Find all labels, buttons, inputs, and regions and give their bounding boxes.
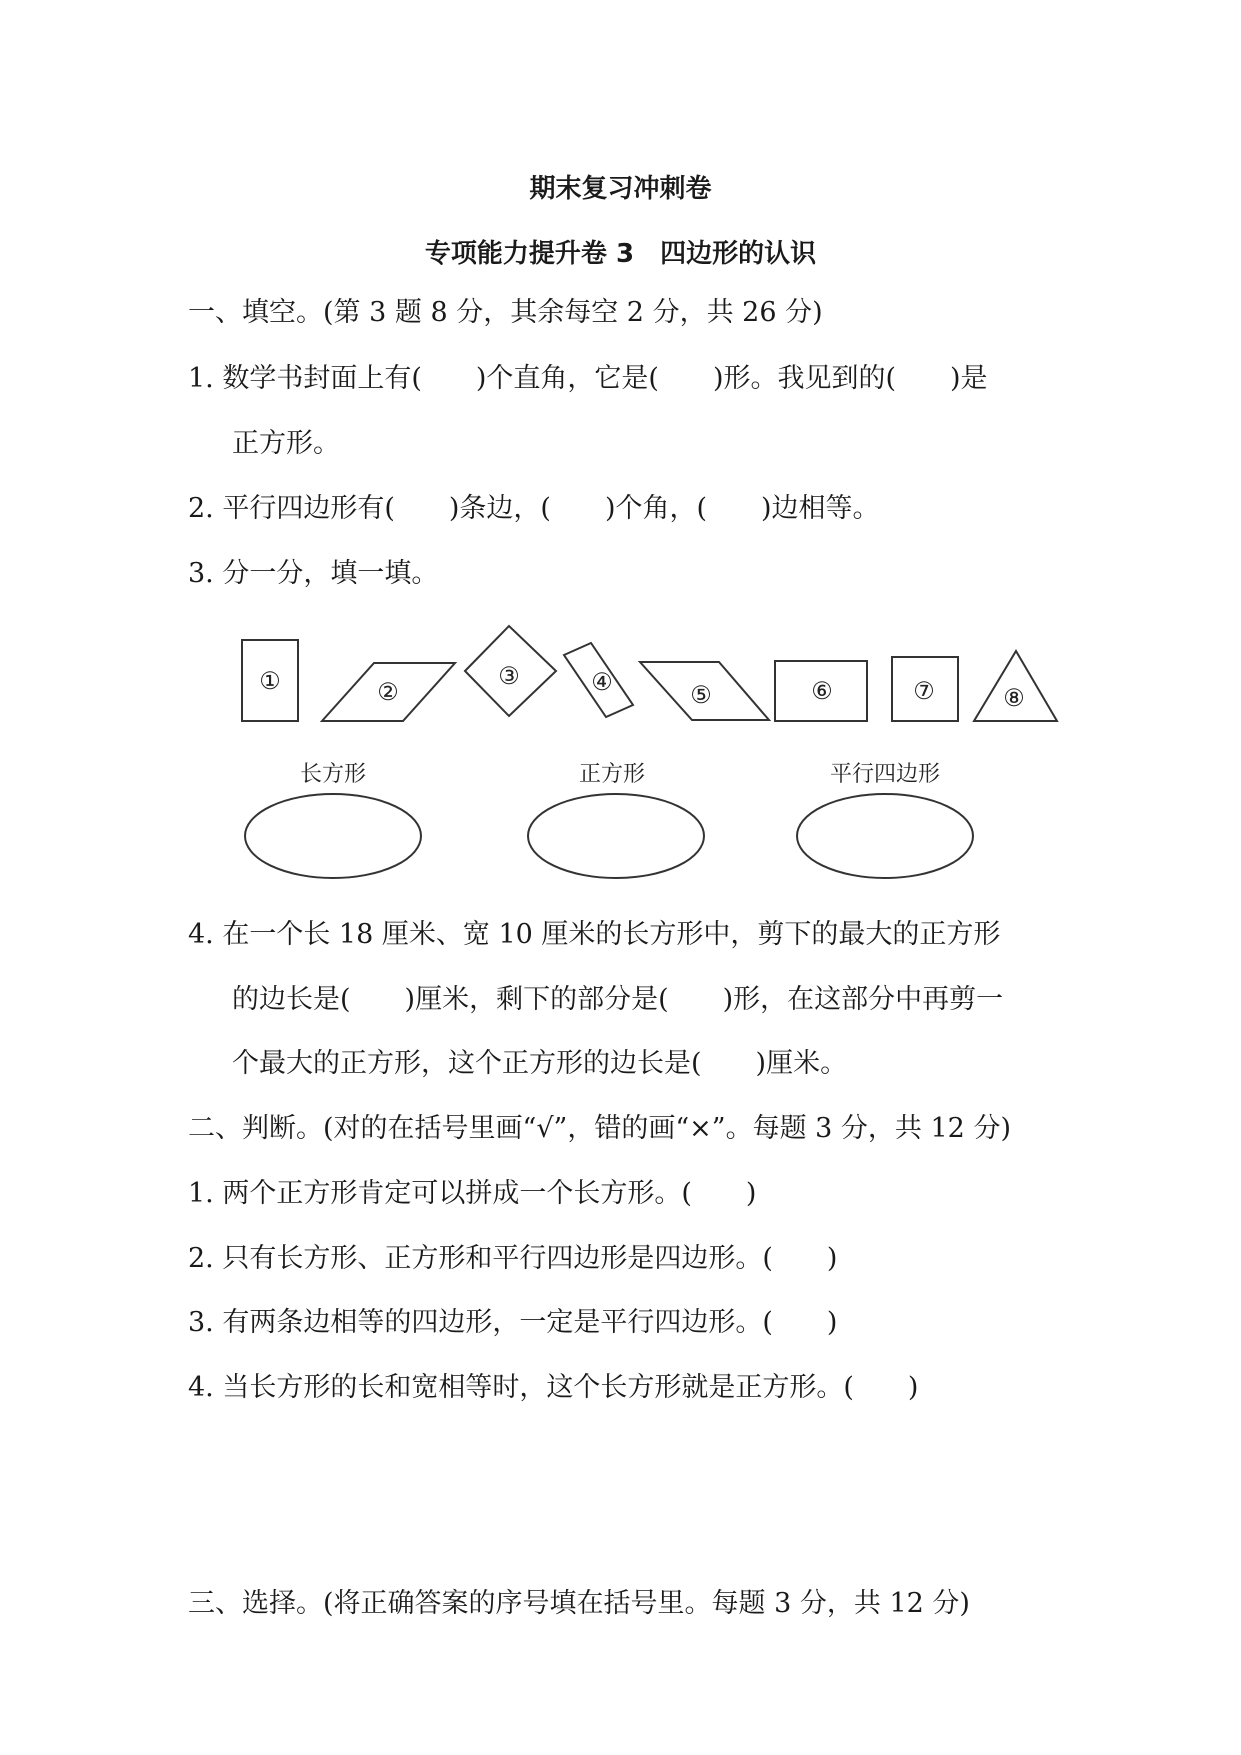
shape-5-label: ⑤: [690, 681, 712, 709]
section2-heading: 二、判断。(对的在括号里画“√”，错的画“×”。每题 3 分，共 12 分): [188, 1113, 1011, 1144]
question-4-line-3: 个最大的正方形，这个正方形的边长是( )厘米。: [232, 1048, 848, 1079]
section1-heading: 一、填空。(第 3 题 8 分，其余每空 2 分，共 26 分): [188, 297, 823, 328]
judge-item-2: 2. 只有长方形、正方形和平行四边形是四边形。( ): [188, 1243, 838, 1274]
oval-rectangle: [245, 794, 421, 878]
oval-parallelogram: [797, 794, 973, 878]
question-3: 3. 分一分，填一填。: [188, 558, 439, 589]
shape-1-label: ①: [259, 667, 281, 695]
question-1-line-1: 1. 数学书封面上有( )个直角，它是( )形。我见到的( )是: [188, 363, 988, 394]
judge-item-3: 3. 有两条边相等的四边形，一定是平行四边形。( ): [188, 1307, 838, 1338]
shape-7-label: ⑦: [913, 677, 935, 705]
section3-heading: 三、选择。(将正确答案的序号填在括号里。每题 3 分，共 12 分): [188, 1588, 970, 1619]
question-4-line-1: 4. 在一个长 18 厘米、宽 10 厘米的长方形中，剪下的最大的正方形: [188, 919, 1001, 950]
page-title: 期末复习冲刺卷: [529, 174, 712, 204]
oval-square: [528, 794, 704, 878]
category-square: 正方形: [578, 762, 646, 787]
question-2: 2. 平行四边形有( )条边，( )个角，( )边相等。: [188, 493, 880, 524]
shape-3-label: ③: [498, 662, 520, 690]
question-1-line-2: 正方形。: [232, 428, 340, 459]
category-parallelogram: 平行四边形: [829, 762, 941, 787]
page-subtitle: 专项能力提升卷 3 四边形的认识: [424, 239, 817, 269]
question-4-line-2: 的边长是( )厘米，剩下的部分是( )形，在这部分中再剪一: [232, 984, 1004, 1015]
shape-4-label: ④: [591, 668, 613, 696]
category-rectangle: 长方形: [299, 762, 367, 787]
shape-2-label: ②: [377, 678, 399, 706]
judge-item-4: 4. 当长方形的长和宽相等时，这个长方形就是正方形。( ): [188, 1372, 919, 1403]
judge-item-1: 1. 两个正方形肯定可以拼成一个长方形。( ): [188, 1178, 757, 1209]
shape-8-label: ⑧: [1003, 684, 1025, 712]
shape-6-label: ⑥: [811, 677, 833, 705]
